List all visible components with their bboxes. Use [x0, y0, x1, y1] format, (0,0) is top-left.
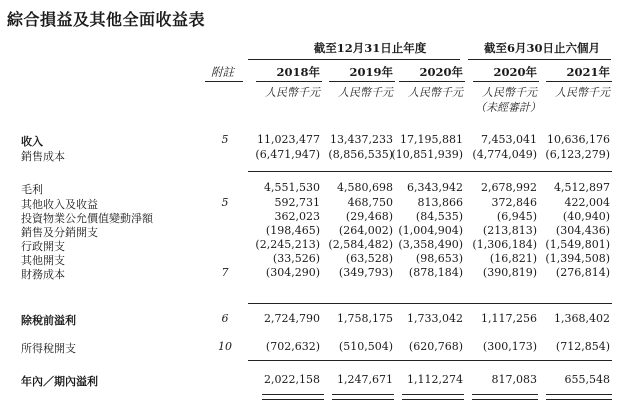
- row-value: (712,854): [555, 340, 610, 353]
- row-label: 收入: [21, 135, 43, 148]
- unit-header: 人民幣千元: [555, 86, 610, 99]
- subtotal-rule-1: [248, 171, 612, 172]
- row-label: 行政開支: [21, 240, 65, 253]
- year-header-rule: [399, 81, 465, 82]
- row-value: 362,023: [274, 210, 320, 223]
- row-value: (198,465): [265, 224, 320, 237]
- row-value: 2,678,992: [481, 181, 537, 194]
- row-value: (878,184): [408, 266, 463, 279]
- total-double-rule: [402, 394, 464, 400]
- row-value: 4,551,530: [264, 181, 320, 194]
- row-value: (300,173): [482, 340, 537, 353]
- row-value: 4,512,897: [554, 181, 610, 194]
- row-label: 銷售及分銷開支: [21, 226, 98, 239]
- row-value: 1,112,274: [407, 373, 463, 386]
- year-header-rule: [329, 81, 395, 82]
- row-value: (2,584,482): [328, 238, 393, 251]
- row-value: (1,549,801): [545, 238, 610, 251]
- row-value: (1,394,508): [545, 252, 610, 265]
- row-value: 1,368,402: [554, 312, 610, 325]
- row-value: 17,195,881: [400, 133, 463, 146]
- row-label: 投資物業公允價值變動淨額: [21, 212, 153, 225]
- row-label: 所得稅開支: [21, 342, 76, 355]
- note-header-rule: [205, 81, 243, 82]
- row-value: (620,768): [408, 340, 463, 353]
- row-value: 1,733,042: [407, 312, 463, 325]
- row-value: (6,123,279): [545, 148, 610, 161]
- statement-title: 綜合損益及其他全面收益表: [7, 10, 206, 29]
- unit-header: 人民幣千元: [338, 86, 393, 99]
- row-label: 毛利: [21, 183, 43, 196]
- group1-rule: [248, 59, 460, 60]
- group2-rule: [468, 59, 611, 60]
- row-value: (390,819): [482, 266, 537, 279]
- unit-header: 人民幣千元: [408, 86, 463, 99]
- subtotal-rule-3: [248, 360, 612, 361]
- unit-header: 人民幣千元: [265, 86, 320, 99]
- row-label: 其他收入及收益: [21, 198, 98, 211]
- row-value: (304,436): [555, 224, 610, 237]
- row-note: 10: [218, 340, 232, 353]
- row-note: 5: [221, 133, 229, 146]
- row-value: 1,758,175: [337, 312, 393, 325]
- row-note: 6: [221, 312, 229, 325]
- year-header-rule: [473, 81, 539, 82]
- row-value: (264,002): [338, 224, 393, 237]
- row-value: 10,636,176: [547, 133, 610, 146]
- row-note: 5: [221, 196, 229, 209]
- row-label: 除稅前溢利: [21, 314, 76, 327]
- row-value: (276,814): [555, 266, 610, 279]
- total-double-rule: [332, 394, 394, 400]
- row-value: (4,774,049): [472, 148, 537, 161]
- year-header: 2020年: [419, 65, 463, 79]
- row-value: 7,453,041: [481, 133, 537, 146]
- row-value: (3,358,490): [398, 238, 463, 251]
- row-value: 4,580,698: [337, 181, 393, 194]
- row-value: 6,343,942: [407, 181, 463, 194]
- row-value: (63,528): [345, 252, 393, 265]
- row-value: (1,004,904): [398, 224, 463, 237]
- row-value: (6,471,947): [255, 148, 320, 161]
- row-value: (33,526): [272, 252, 320, 265]
- row-label: 銷售成本: [21, 150, 65, 163]
- year-header-rule: [546, 81, 612, 82]
- row-value: 655,548: [564, 373, 610, 386]
- row-label: 年內／期內溢利: [21, 375, 98, 388]
- row-value: (213,813): [482, 224, 537, 237]
- row-value: 1,117,256: [481, 312, 537, 325]
- row-value: (40,940): [562, 210, 610, 223]
- year-header: 2018年: [276, 65, 320, 79]
- row-value: 2,724,790: [264, 312, 320, 325]
- row-value: (10,851,939): [391, 148, 463, 161]
- total-double-rule: [546, 394, 612, 400]
- row-value: 817,083: [491, 373, 537, 386]
- row-value: 592,731: [274, 196, 320, 209]
- group-header-six-months: 截至6月30日止六個月: [483, 41, 600, 55]
- year-header-rule: [256, 81, 322, 82]
- row-value: (702,632): [265, 340, 320, 353]
- group-header-full-year: 截至12月31日止年度: [313, 41, 427, 55]
- row-value: (2,245,213): [255, 238, 320, 251]
- row-value: (84,535): [415, 210, 463, 223]
- row-value: 468,750: [347, 196, 393, 209]
- year-header: 2021年: [566, 65, 610, 79]
- row-value: 2,022,158: [264, 373, 320, 386]
- row-value: 1,247,671: [337, 373, 393, 386]
- year-header: 2019年: [349, 65, 393, 79]
- row-value: (349,793): [338, 266, 393, 279]
- row-value: (98,653): [415, 252, 463, 265]
- note-column-header: 附註: [211, 65, 234, 79]
- row-label: 其他開支: [21, 254, 65, 267]
- year-header: 2020年: [493, 65, 537, 79]
- row-value: 11,023,477: [257, 133, 320, 146]
- row-value: (6,945): [496, 210, 537, 223]
- row-value: (16,821): [489, 252, 537, 265]
- total-double-rule: [262, 394, 324, 400]
- row-value: (1,306,184): [472, 238, 537, 251]
- row-value: (29,468): [345, 210, 393, 223]
- unaudited-note: （未經審計）: [475, 101, 541, 114]
- row-value: 813,866: [417, 196, 463, 209]
- subtotal-rule-2: [248, 303, 612, 304]
- row-value: 13,437,233: [330, 133, 393, 146]
- unit-header: 人民幣千元: [482, 86, 537, 99]
- row-value: (304,290): [265, 266, 320, 279]
- row-value: 422,004: [564, 196, 610, 209]
- row-value: (510,504): [338, 340, 393, 353]
- total-double-rule: [472, 394, 538, 400]
- row-value: 372,846: [491, 196, 537, 209]
- row-note: 7: [221, 266, 229, 279]
- row-label: 財務成本: [21, 268, 65, 281]
- row-value: (8,856,535): [328, 148, 393, 161]
